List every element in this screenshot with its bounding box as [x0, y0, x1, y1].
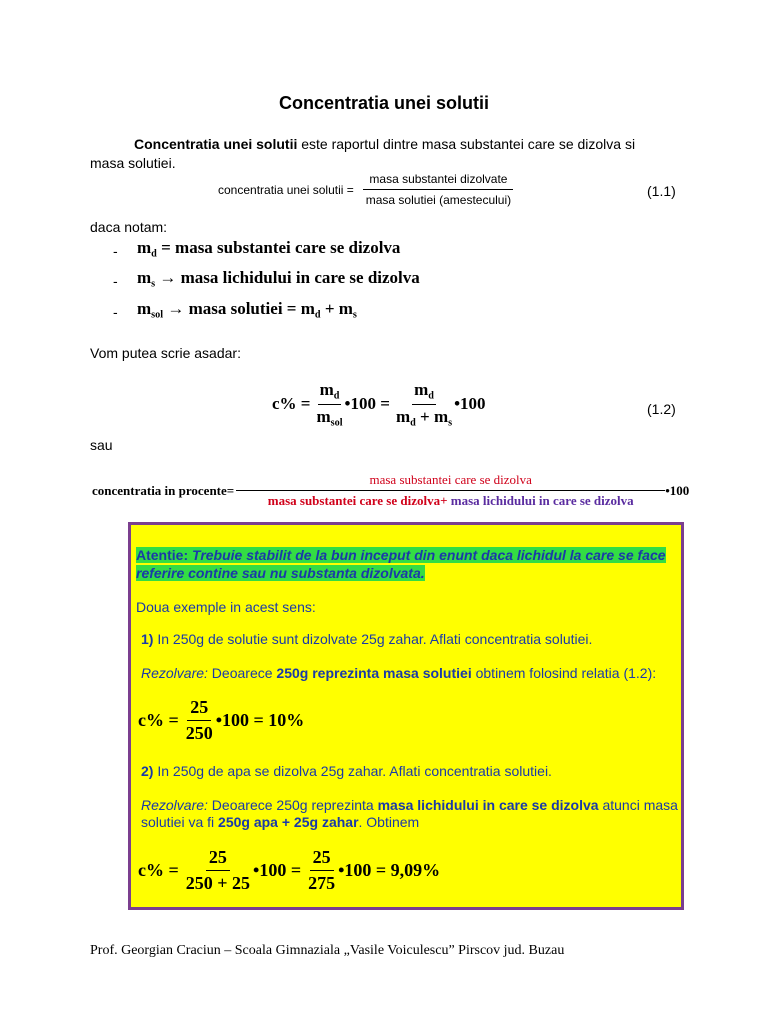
formula-1: c% = $\frac{25}{250}$ •100 = 10% — [138, 697, 305, 743]
atentie-text-2: referire contine sau nu substanta dizolvata. — [136, 565, 425, 581]
rezolvare-2-line-1: Rezolvare: Deoarece 250g reprezinta masa lichidului in care se dizolva atunci masa — [141, 797, 678, 813]
bullet-md: $m_d$ = masa substantei care se dizolva — [137, 238, 401, 260]
eq1-lhs: concentratia unei solutii = — [218, 182, 354, 197]
doua-exemple: Doua exemple in acest sens: — [136, 599, 316, 615]
sau-label: sau — [90, 437, 113, 453]
bullet-msol: $m_{sol}$ → masa solutiei = $m_d + m_s$ — [137, 299, 357, 321]
example-1: 1) In 250g de solutie sunt dizolvate 25g zahar. Aflati concentratia solutiei. — [141, 631, 593, 647]
rezolvare-1: Rezolvare: Deoarece 250g reprezinta masa solutiei obtinem folosind relatia (1.2): — [141, 665, 657, 681]
atentie-line-1 — [136, 547, 666, 563]
eq3-end: •100 — [665, 482, 690, 498]
atentie-label: Atentie: — [136, 547, 189, 563]
eq1-tag: (1.1) — [647, 183, 676, 199]
atentie-line-2 — [136, 565, 425, 581]
formula-2: c% = $\frac{25}{250 + 25}$ •100 = $\frac{25}{275}$ •100 = 9,09% — [138, 847, 441, 893]
bullet-dash: - — [113, 273, 118, 289]
bullet-dash: - — [113, 243, 118, 259]
intro-rest: este raportul dintre masa substantei care se dizolva si — [297, 136, 636, 152]
vom-putea-label: Vom putea scrie asadar: — [90, 345, 241, 361]
rezolvare-2-line-2: solutiei va fi 250g apa + 25g zahar. Obtinem — [141, 814, 420, 830]
formula-2-fraction-2: $\frac{25}{275}$ — [308, 847, 336, 893]
page-title: Concentratia unei solutii — [278, 93, 490, 113]
formula-2-fraction-1: $\frac{25}{250 + 25}$ — [185, 847, 251, 893]
eq2-fraction-1: $\frac{m_d}{m_{sol}}$ — [316, 380, 343, 429]
eq1-fraction — [360, 172, 517, 207]
bullet-ms: $m_s$ → masa lichidului in care se dizolva — [137, 268, 420, 290]
attention-box — [128, 522, 684, 910]
eq1-numerator: masa substantei dizolvate — [363, 172, 513, 190]
notam-label: daca notam: — [90, 219, 168, 235]
intro-bold: Concentratia unei solutii — [134, 136, 298, 152]
footer-author: Prof. Georgian Craciun – Scoala Gimnaziala „Vasile Voiculescu” Pirscov jud. Buzau — [90, 943, 565, 958]
eq2-mid: •100 = — [344, 394, 390, 414]
example-2: 2) In 250g de apa se dizolva 25g zahar. Aflati concentratia solutiei. — [141, 763, 552, 779]
eq3-numerator: masa substantei care se dizolva — [236, 472, 665, 491]
eq2-fraction-2: $\frac{m_d}{m_d + m_s}$ — [395, 380, 453, 429]
intro-paragraph — [90, 136, 635, 152]
atentie-text-1: Trebuie stabilit de la bun inceput din enunt daca lichidul la care se face — [188, 547, 666, 563]
eq2-lhs: c% = — [272, 394, 311, 414]
eq2-tag: (1.2) — [647, 401, 676, 417]
equation-procente — [92, 472, 689, 509]
equation-1-2 — [272, 380, 486, 428]
eq3-lhs: concentratia in procente= — [92, 482, 235, 498]
eq2-end: •100 — [454, 394, 486, 414]
intro-line2: masa solutiei. — [90, 155, 176, 171]
equation-1-1 — [218, 172, 517, 207]
formula-1-fraction: $\frac{25}{250}$ — [185, 697, 213, 743]
bullet-dash: - — [113, 304, 118, 320]
eq3-denominator: masa substantei care se dizolva+ masa lichidului in care se dizolva — [267, 493, 634, 508]
eq1-denominator: masa solutiei (amestecului) — [365, 193, 512, 207]
eq3-fraction — [236, 472, 665, 509]
